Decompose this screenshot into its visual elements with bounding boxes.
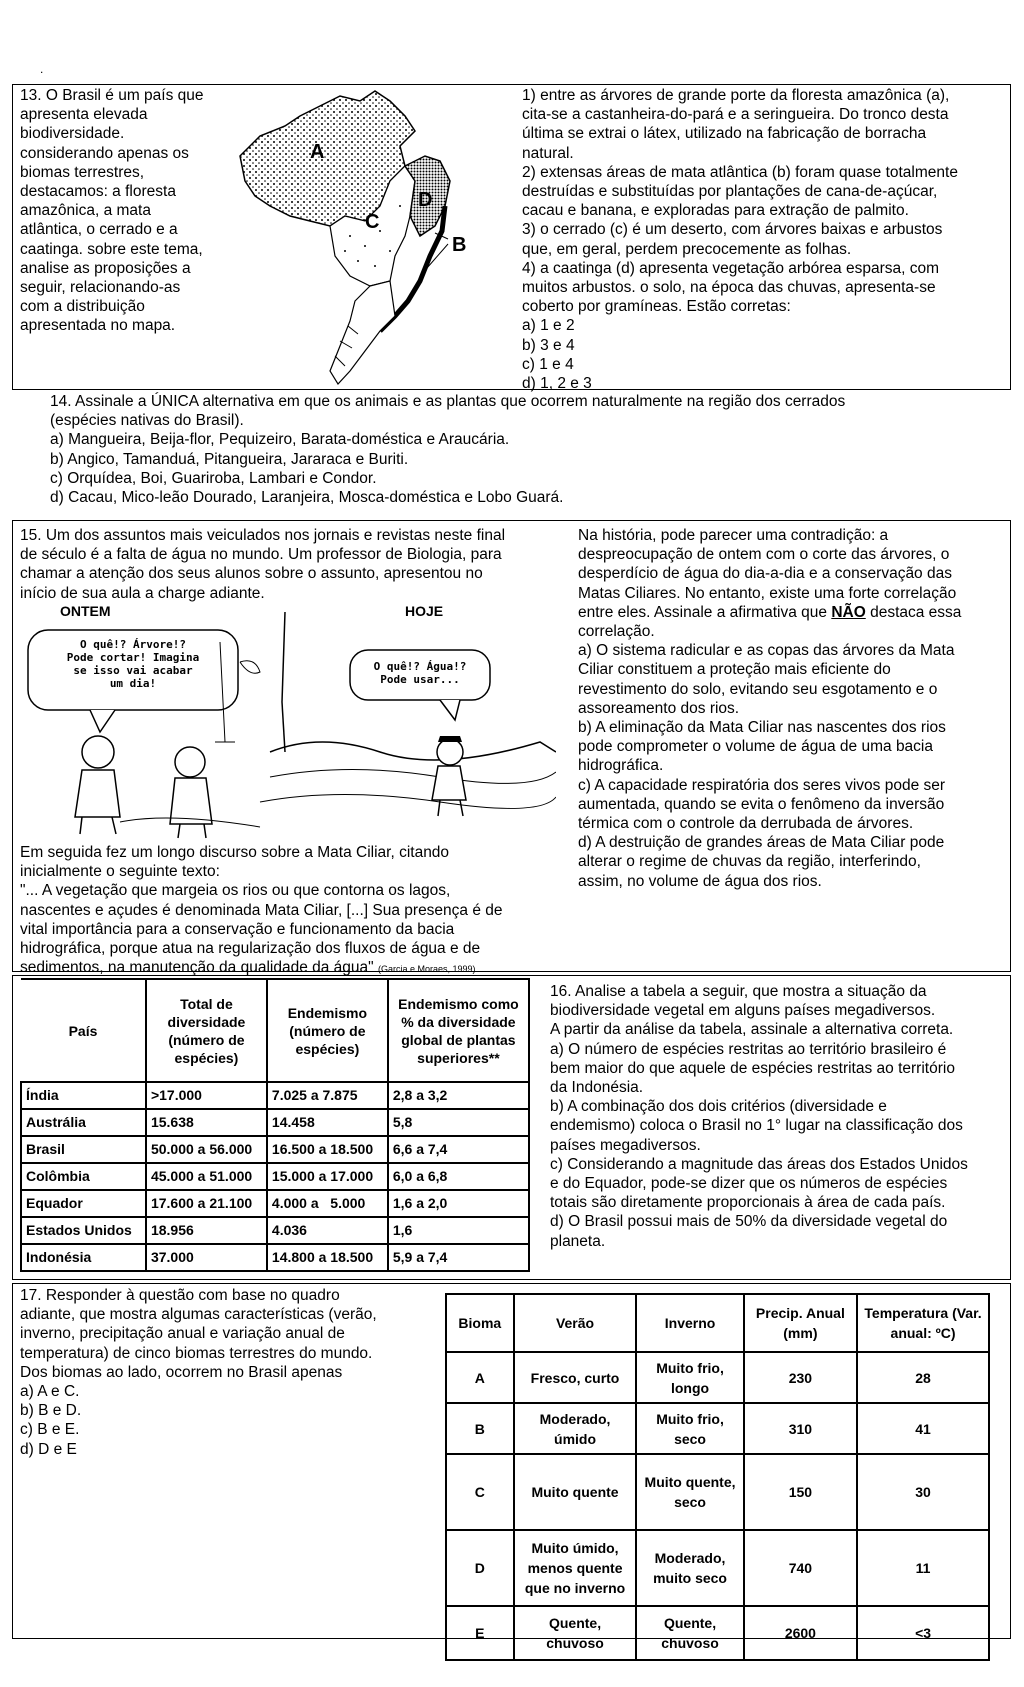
table-cell: 6,6 a 7,4: [388, 1136, 529, 1163]
table-cell: Austrália: [21, 1109, 146, 1136]
table-cell: 5,8: [388, 1109, 529, 1136]
q15-right-line: correlação.: [578, 623, 655, 641]
table-row: [21, 1244, 529, 1271]
q13-option-line: última se extrai o látex, utilizado na fabricação de borracha: [522, 125, 927, 143]
q16-line: totais são diretamente proporcionais à área de cada país.: [550, 1194, 946, 1212]
table-cell: 45.000 a 51.000: [146, 1163, 267, 1190]
table-header: Precip. Anual (mm): [744, 1294, 857, 1352]
q15-right-text: [578, 526, 961, 891]
q15-emph-line: [578, 603, 961, 622]
table-cell: Fresco, curto: [514, 1352, 637, 1403]
table-cell: 6,0 a 6,8: [388, 1163, 529, 1190]
table-cell: 1,6: [388, 1217, 529, 1244]
q15-right-line: a) O sistema radicular e as copas das árvores da Mata: [578, 642, 955, 660]
q15-right-line: Na história, pode parecer uma contradição: a: [578, 527, 889, 544]
table-header: Bioma: [446, 1294, 514, 1352]
table-cell: >17.000: [146, 1082, 267, 1109]
table-cell: D: [446, 1530, 514, 1606]
q17-line: temperatura) de cinco biomas terrestres do mundo.: [20, 1344, 373, 1362]
table-cell: 230: [744, 1352, 857, 1403]
table-cell: 14.458: [267, 1109, 388, 1136]
q13-option-line: 3) o cerrado (c) é um deserto, com árvores baixas e arbustos: [522, 221, 943, 239]
table-header: País: [21, 979, 146, 1082]
q14-line: d) Cacau, Mico-leão Dourado, Laranjeira, Mosca-doméstica e Lobo Guará.: [50, 489, 564, 507]
q13-left-text: [20, 86, 204, 336]
emph-prefix: entre eles. Assinale a afirmativa que: [578, 603, 832, 621]
q16-line: b) A combinação dos dois critérios (diversidade e: [550, 1098, 887, 1116]
q13-intro-line: seguir, relacionando-as: [20, 279, 181, 297]
q15-intro-line: 15. Um dos assuntos mais veiculados nos jornais e revistas neste final: [20, 527, 506, 544]
bubble-line: Pode cortar! Imagina: [66, 651, 200, 664]
table-cell: Muito frio, seco: [636, 1403, 743, 1454]
bubble-line: O quê!? Árvore!?: [80, 638, 186, 651]
table-cell: 1,6 a 2,0: [388, 1190, 529, 1217]
q15-right-line: térmica com o controle da derrubada de árvores.: [578, 815, 914, 833]
q14-line: 14. Assinale a ÚNICA alternativa em que os animais e as plantas que ocorrem naturalmente na região dos cerrados: [50, 393, 846, 410]
q13-option-line: 2) extensas áreas de mata atlântica (b) foram quase totalmente: [522, 163, 958, 181]
q17-line: Dos biomas ao lado, ocorrem no Brasil apenas: [20, 1363, 343, 1381]
table-row: [446, 1454, 989, 1530]
q13-option-line: que, em geral, perdem precocemente as folhas.: [522, 240, 852, 258]
table-row: [21, 1190, 529, 1217]
q14-line: b) Angico, Tamanduá, Pitangueira, Jararaca e Buriti.: [50, 450, 409, 468]
q13-intro-line: apresentada no mapa.: [20, 317, 176, 335]
q15-right-line: aumentada, quando se evita o fenômeno da inversão: [578, 795, 945, 813]
table-cell: 5,9 a 7,4: [388, 1244, 529, 1271]
q13-option-line: a) 1 e 2: [522, 317, 575, 335]
q15-right-line: assoreamento dos rios.: [578, 699, 740, 717]
q13-intro-line: 13. O Brasil é um país que: [20, 87, 204, 104]
table-cell: 28: [857, 1352, 989, 1403]
q15-right-line: despreocupação de ontem com o corte das árvores, o: [578, 546, 950, 564]
table-cell: 15.000 a 17.000: [267, 1163, 388, 1190]
q16-table: [20, 978, 530, 1272]
map-label-b: B: [452, 234, 467, 256]
q16-line: e do Equador, pode-se dizer que os números de espécies: [550, 1175, 948, 1193]
q15-right-line: c) A capacidade respiratória dos seres vivos pode ser: [578, 776, 946, 794]
q13-intro-line: considerando apenas os: [20, 144, 189, 162]
table-header: Verão: [514, 1294, 637, 1352]
table-row: [21, 1109, 529, 1136]
table-cell: A: [446, 1352, 514, 1403]
q16-line: da Indonésia.: [550, 1079, 644, 1097]
table-cell: 7.025 a 7.875: [267, 1082, 388, 1109]
q13-intro-line: apresenta elevada: [20, 106, 148, 124]
q13-right-text: [522, 86, 958, 393]
q13-option-line: d) 1, 2 e 3: [522, 375, 592, 393]
table-cell: 11: [857, 1530, 989, 1606]
table-row: [21, 1082, 529, 1109]
table-cell: Colômbia: [21, 1163, 146, 1190]
q15-right-line: alterar o regime de chuvas da região, interferindo,: [578, 853, 921, 871]
table-cell: 2,8 a 3,2: [388, 1082, 529, 1109]
bubble-line: um dia!: [109, 677, 157, 690]
table-cell: 740: [744, 1530, 857, 1606]
table-row: [21, 1136, 529, 1163]
q14-text: [50, 392, 845, 507]
emph-suffix: destaca essa: [865, 603, 962, 621]
q16-line: A partir da análise da tabela, assinale a alternativa correta.: [550, 1021, 954, 1039]
cartoon: [20, 602, 556, 840]
q17-line: c) B e E.: [20, 1421, 80, 1439]
q13-intro-line: com a distribuição: [20, 298, 145, 316]
q15-right-line: hidrográfica.: [578, 757, 664, 775]
q16-line: países megadiversos.: [550, 1136, 701, 1154]
table-cell: 4.000 a 5.000: [267, 1190, 388, 1217]
q13-option-line: natural.: [522, 144, 574, 162]
q15-right-line: Ciliar constituem a proteção mais eficiente do: [578, 661, 891, 679]
table-cell: Quente, chuvoso: [636, 1606, 743, 1660]
q13-option-line: 1) entre as árvores de grande porte da floresta amazônica (a),: [522, 87, 950, 104]
table-cell: Muito quente: [514, 1454, 637, 1530]
bubble-line: Pode usar...: [380, 673, 460, 686]
table-cell: Muito quente, seco: [636, 1454, 743, 1530]
q13-option-line: cita-se a castanheira-do-pará e a seringueira. Do tronco desta: [522, 106, 949, 124]
bubble-line: O quê!? Água!?: [373, 660, 467, 673]
q13-intro-line: analise as proposições a: [20, 259, 191, 277]
q14-line: a) Mangueira, Beija-flor, Pequizeiro, Barata-doméstica e Araucária.: [50, 431, 510, 449]
q15-citation: (Garcia e Moraes, 1999): [377, 964, 476, 974]
table-cell: 16.500 a 18.500: [267, 1136, 388, 1163]
q15-text-line: hidrográfica, porque atua na regularização dos fluxos de água e de: [20, 940, 481, 958]
q13-intro-line: atlântica, o cerrado e a: [20, 221, 178, 239]
speech-bubble-right: [354, 660, 486, 686]
q17-line: adiante, que mostra algumas características (verão,: [20, 1306, 377, 1324]
q15-text-line: "... A vegetação que margeia os rios ou que contorna os lagos,: [20, 882, 451, 900]
q13-option-line: cacau e banana, e exploradas para extração de palmito.: [522, 202, 909, 220]
q14-line: c) Orquídea, Boi, Guariroba, Lambari e Condor.: [50, 469, 377, 487]
table-cell: 37.000: [146, 1244, 267, 1271]
table-cell: Indonésia: [21, 1244, 146, 1271]
q15-right-line: Matas Ciliares. No entanto, existe uma forte correlação: [578, 584, 957, 602]
q17-table: [445, 1293, 990, 1661]
cartoon-title-left: ONTEM: [60, 603, 111, 619]
map-label-d: D: [418, 189, 433, 211]
q15-right-line: revestimento do solo, evitando seu esgotamento e o: [578, 680, 938, 698]
q17-line: a) A e C.: [20, 1383, 80, 1401]
q15-text-line: vital importância para a conservação e funcionamento da bacia: [20, 920, 455, 938]
q13-option-line: c) 1 e 4: [522, 355, 574, 373]
table-row: [446, 1352, 989, 1403]
q16-line: bem maior do que aquele de espécies restritas ao território: [550, 1059, 955, 1077]
table-cell: Brasil: [21, 1136, 146, 1163]
q15-after-text: [20, 843, 503, 958]
q16-line: c) Considerando a magnitude das áreas dos Estados Unidos: [550, 1155, 968, 1173]
table-header: Total de diversidade (número de espécies): [146, 979, 267, 1082]
q15-intro-line: início de sua aula a charge adiante.: [20, 584, 265, 602]
table-cell: 50.000 a 56.000: [146, 1136, 267, 1163]
table-header: Endemismo (número de espécies): [267, 979, 388, 1082]
brazil-map: [230, 86, 510, 391]
q15-right-line: b) A eliminação da Mata Ciliar nas nascentes dos rios: [578, 719, 946, 737]
table-cell: Moderado, úmido: [514, 1403, 637, 1454]
q17-line: b) B e D.: [20, 1402, 82, 1420]
q13-intro-line: caatinga. sobre este tema,: [20, 240, 203, 258]
q14-line: (espécies nativas do Brasil).: [50, 412, 244, 430]
q15-right-line: assim, no volume de água dos rios.: [578, 872, 822, 890]
q15-intro-line: de século é a falta de água no mundo. Um professor de Biologia, para: [20, 546, 502, 564]
table-cell: Muito frio, longo: [636, 1352, 743, 1403]
table-row: [21, 1163, 529, 1190]
q13-intro-line: amazônica, a mata: [20, 202, 151, 220]
speech-bubble-left: [34, 638, 232, 690]
q15-text-line: Em seguida fez um longo discurso sobre a Mata Ciliar, citando: [20, 844, 450, 861]
q13-intro-line: destacamos: a floresta: [20, 183, 176, 201]
table-cell: 310: [744, 1403, 857, 1454]
table-header: Temperatura (Var. anual: ºC): [857, 1294, 989, 1352]
q13-option-line: 4) a caatinga (d) apresenta vegetação arbórea esparsa, com: [522, 259, 940, 277]
table-header: Endemismo como % da diversidade global de plantas superiores**: [388, 979, 529, 1082]
table-cell: 30: [857, 1454, 989, 1530]
top-mark: .: [40, 62, 44, 76]
q15-quote-end: sedimentos, na manutenção da qualidade da água": [20, 959, 374, 976]
q16-line: planeta.: [550, 1232, 606, 1250]
table-cell: Estados Unidos: [21, 1217, 146, 1244]
table-cell: E: [446, 1606, 514, 1660]
q16-line: a) O número de espécies restritas ao território brasileiro é: [550, 1040, 947, 1058]
table-cell: 41: [857, 1403, 989, 1454]
table-cell: <3: [857, 1606, 989, 1660]
table-row: [446, 1530, 989, 1606]
q17-text: [20, 1286, 377, 1459]
q16-line: endemismo) coloca o Brasil no 1° lugar na classificação dos: [550, 1117, 963, 1135]
table-cell: 15.638: [146, 1109, 267, 1136]
emph-word: NÃO: [831, 603, 866, 621]
q13-option-line: destruídas e substituídas por plantações de cana-de-açúcar,: [522, 183, 938, 201]
q15-intro: [20, 526, 505, 603]
table-cell: 150: [744, 1454, 857, 1530]
bubble-line: se isso vai acabar: [73, 664, 193, 677]
table-cell: Muito úmido, menos quente que no inverno: [514, 1530, 637, 1606]
table-cell: 17.600 a 21.100: [146, 1190, 267, 1217]
table-cell: 4.036: [267, 1217, 388, 1244]
table-cell: 14.800 a 18.500: [267, 1244, 388, 1271]
table-cell: 2600: [744, 1606, 857, 1660]
q13-option-line: b) 3 e 4: [522, 336, 575, 354]
table-header: Inverno: [636, 1294, 743, 1352]
table-row: [446, 1403, 989, 1454]
table-cell: B: [446, 1403, 514, 1454]
map-label-c: C: [365, 211, 380, 233]
table-cell: Índia: [21, 1082, 146, 1109]
table-cell: 18.956: [146, 1217, 267, 1244]
q13-option-line: coberto por gramíneas. Estão corretas:: [522, 298, 791, 316]
table-cell: C: [446, 1454, 514, 1530]
map-label-a: A: [310, 141, 325, 163]
table-row: [21, 1217, 529, 1244]
q13-intro-line: biodiversidade.: [20, 125, 125, 143]
q17-line: 17. Responder à questão com base no quadro: [20, 1287, 340, 1304]
q16-line: d) O Brasil possui mais de 50% da diversidade vegetal do: [550, 1213, 948, 1231]
q16-line: biodiversidade vegetal em alguns países megadiversos.: [550, 1002, 936, 1020]
q17-line: d) D e E: [20, 1440, 77, 1458]
table-cell: Quente, chuvoso: [514, 1606, 637, 1660]
q15-right-line: d) A destruição de grandes áreas de Mata Ciliar pode: [578, 834, 945, 852]
q15-right-line: desperdício de água do dia-a-dia e a conservação das: [578, 565, 952, 583]
q15-intro-line: chamar a atenção dos seus alunos sobre o assunto, apresentou no: [20, 565, 483, 583]
table-cell: Moderado, muito seco: [636, 1530, 743, 1606]
q15-text-line: inicialmente o seguinte texto:: [20, 863, 220, 881]
q16-line: 16. Analise a tabela a seguir, que mostra a situação da: [550, 983, 927, 1000]
table-row: [446, 1606, 989, 1660]
q13-intro-line: biomas terrestres,: [20, 163, 145, 181]
q16-text: [550, 982, 968, 1251]
q15-text-line: nascentes e açudes é denominada Mata Ciliar, [...] Sua presença é de: [20, 901, 503, 919]
cartoon-title-right: HOJE: [405, 603, 444, 619]
q17-line: inverno, precipitação anual e variação anual de: [20, 1325, 345, 1343]
q13-option-line: muitos arbustos. o solo, na época das chuvas, apresenta-se: [522, 279, 936, 297]
q15-right-line: pode comprometer o volume de água de uma bacia: [578, 738, 933, 756]
table-cell: Equador: [21, 1190, 146, 1217]
